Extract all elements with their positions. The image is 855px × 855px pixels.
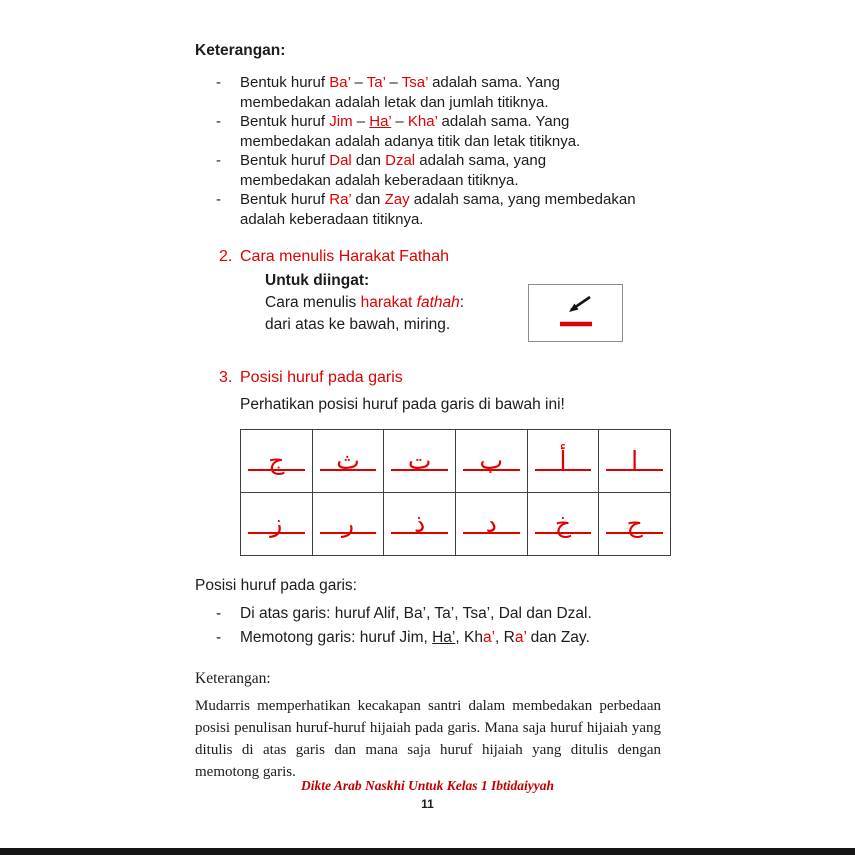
letter-cell xyxy=(312,493,384,556)
letter-name: Ta’ xyxy=(366,74,386,91)
bottom-edge-bar xyxy=(0,848,855,855)
list-dash: - xyxy=(216,191,221,208)
page-content xyxy=(195,42,671,783)
text-run: : xyxy=(459,294,465,311)
text-run: adalah sama. Yang membedakan adalah adanya titik dan letak titiknya. xyxy=(240,113,581,150)
text-run: Cara menulis xyxy=(265,294,361,311)
list-item xyxy=(195,112,671,151)
letter-cell xyxy=(312,430,384,493)
text-run: dan xyxy=(351,191,385,208)
section-number: 2. xyxy=(219,248,233,265)
position-heading: Posisi huruf pada garis: xyxy=(195,577,357,594)
letter-cell xyxy=(527,430,599,493)
section-number: 3. xyxy=(219,369,233,386)
list-item xyxy=(195,626,671,650)
fathah-line-2: dari atas ke bawah, miring. xyxy=(265,316,451,333)
arabic-letter: ز xyxy=(270,509,283,538)
keterangan-list xyxy=(195,73,671,229)
page-number: 11 xyxy=(421,797,434,811)
letter-cell xyxy=(599,493,671,556)
letter-cell xyxy=(241,430,313,493)
letter-cell xyxy=(384,430,456,493)
letter-cell xyxy=(384,493,456,556)
letter-name: Dal xyxy=(329,152,352,169)
letter-name: a’ xyxy=(482,629,496,646)
list-item xyxy=(195,602,671,626)
highlight-word-italic: fathah xyxy=(416,294,460,311)
section-3-heading xyxy=(195,368,671,388)
text-run: dan Zay. xyxy=(526,629,590,646)
table-intro-text: Perhatikan posisi huruf pada garis di bawah ini! xyxy=(240,396,565,413)
list-item xyxy=(195,190,671,229)
arabic-letter: ح xyxy=(626,509,643,538)
fathah-stroke-icon xyxy=(544,290,608,336)
letter-name: Zay xyxy=(384,191,410,208)
letter-cell xyxy=(527,493,599,556)
text-run: dan xyxy=(351,152,386,169)
letter-name: Ha’ xyxy=(369,113,392,130)
notes-paragraph: Mudarris memperhatikan kecakapan santri dalam membedakan perbedaan posisi penulisan huruf-huruf hijaiah pada garis. Mana saja huruf hijaiah yang ditulis di atas garis dan mana saja huruf hijaiah yang ditulis dengan memotong garis. xyxy=(195,698,661,780)
letter-name-underlined: Ha’ xyxy=(432,629,456,646)
arabic-letter: ب xyxy=(479,446,504,475)
arabic-letter: ث xyxy=(336,446,360,475)
arabic-letter: ج xyxy=(268,446,285,475)
text-run: – xyxy=(385,74,402,91)
list-item-text: Di atas garis: huruf Alif, Ba’, Ta’, Tsa’, Dal dan Dzal. xyxy=(240,605,592,622)
list-dash: - xyxy=(216,74,221,91)
arabic-letter: ت xyxy=(407,446,432,475)
letter-cell xyxy=(455,430,527,493)
letter-position-table xyxy=(240,429,671,556)
book-title-footer: Dikte Arab Naskhi Untuk Kelas 1 Ibtidaiyyah xyxy=(300,778,555,793)
list-dash: - xyxy=(216,152,221,169)
highlight-word: harakat xyxy=(360,294,417,311)
letter-name: Jim xyxy=(329,113,353,130)
notes-heading: Keterangan: xyxy=(195,670,271,687)
text-run: Bentuk huruf xyxy=(240,113,330,130)
text-run: , R xyxy=(495,629,515,646)
list-dash: - xyxy=(216,113,221,130)
fathah-block xyxy=(265,292,671,336)
letter-name: Ra’ xyxy=(329,191,352,208)
letter-name: Kha’ xyxy=(407,113,438,130)
table-row xyxy=(241,430,671,493)
position-list xyxy=(195,602,671,650)
section-title: Cara menulis Harakat Fathah xyxy=(240,248,449,265)
remember-label: Untuk diingat: xyxy=(265,272,370,289)
fathah-example-box xyxy=(528,284,623,342)
arabic-letter: خ xyxy=(554,509,572,538)
list-item xyxy=(195,73,671,112)
text-run: adalah sama. Yang membedakan adalah letak dan jumlah titiknya. xyxy=(240,74,560,111)
text-run: adalah sama, yang membedakan adalah keberadaan titiknya. xyxy=(240,191,636,228)
letter-name: Tsa’ xyxy=(401,74,428,91)
list-item-text xyxy=(240,151,640,190)
text-run: – xyxy=(352,113,370,130)
letter-cell xyxy=(599,430,671,493)
section-title: Posisi huruf pada garis xyxy=(240,369,403,386)
text-run: Memotong garis: huruf Jim, xyxy=(240,629,433,646)
arabic-letter: ر xyxy=(341,509,355,538)
text-run: Bentuk huruf xyxy=(240,74,330,91)
text-run: – xyxy=(350,74,367,91)
letter-name: Ba’ xyxy=(329,74,351,91)
letter-cell xyxy=(241,493,313,556)
list-item-text xyxy=(240,73,640,112)
table-row xyxy=(241,493,671,556)
text-run: , Kh xyxy=(455,629,483,646)
text-run: – xyxy=(391,113,408,130)
section-2-heading xyxy=(195,247,671,267)
arabic-letter: ذ xyxy=(414,509,426,538)
list-item-text xyxy=(240,112,640,151)
list-item-text xyxy=(240,190,640,229)
letter-cell xyxy=(455,493,527,556)
arabic-letter: ا xyxy=(631,446,639,475)
list-dash: - xyxy=(216,629,222,646)
letter-name: Dzal xyxy=(385,152,416,169)
arabic-letter: أ xyxy=(559,446,567,475)
intro-heading: Keterangan: xyxy=(195,42,286,59)
arabic-letter: د xyxy=(485,509,497,538)
text-run: adalah sama, yang membedakan adalah keberadaan titiknya. xyxy=(240,152,547,189)
letter-name: a’ xyxy=(514,629,527,646)
list-item xyxy=(195,151,671,190)
text-run: Bentuk huruf xyxy=(240,152,330,169)
list-item-text xyxy=(240,626,660,650)
text-run: Bentuk huruf xyxy=(240,191,330,208)
list-dash: - xyxy=(216,605,222,622)
